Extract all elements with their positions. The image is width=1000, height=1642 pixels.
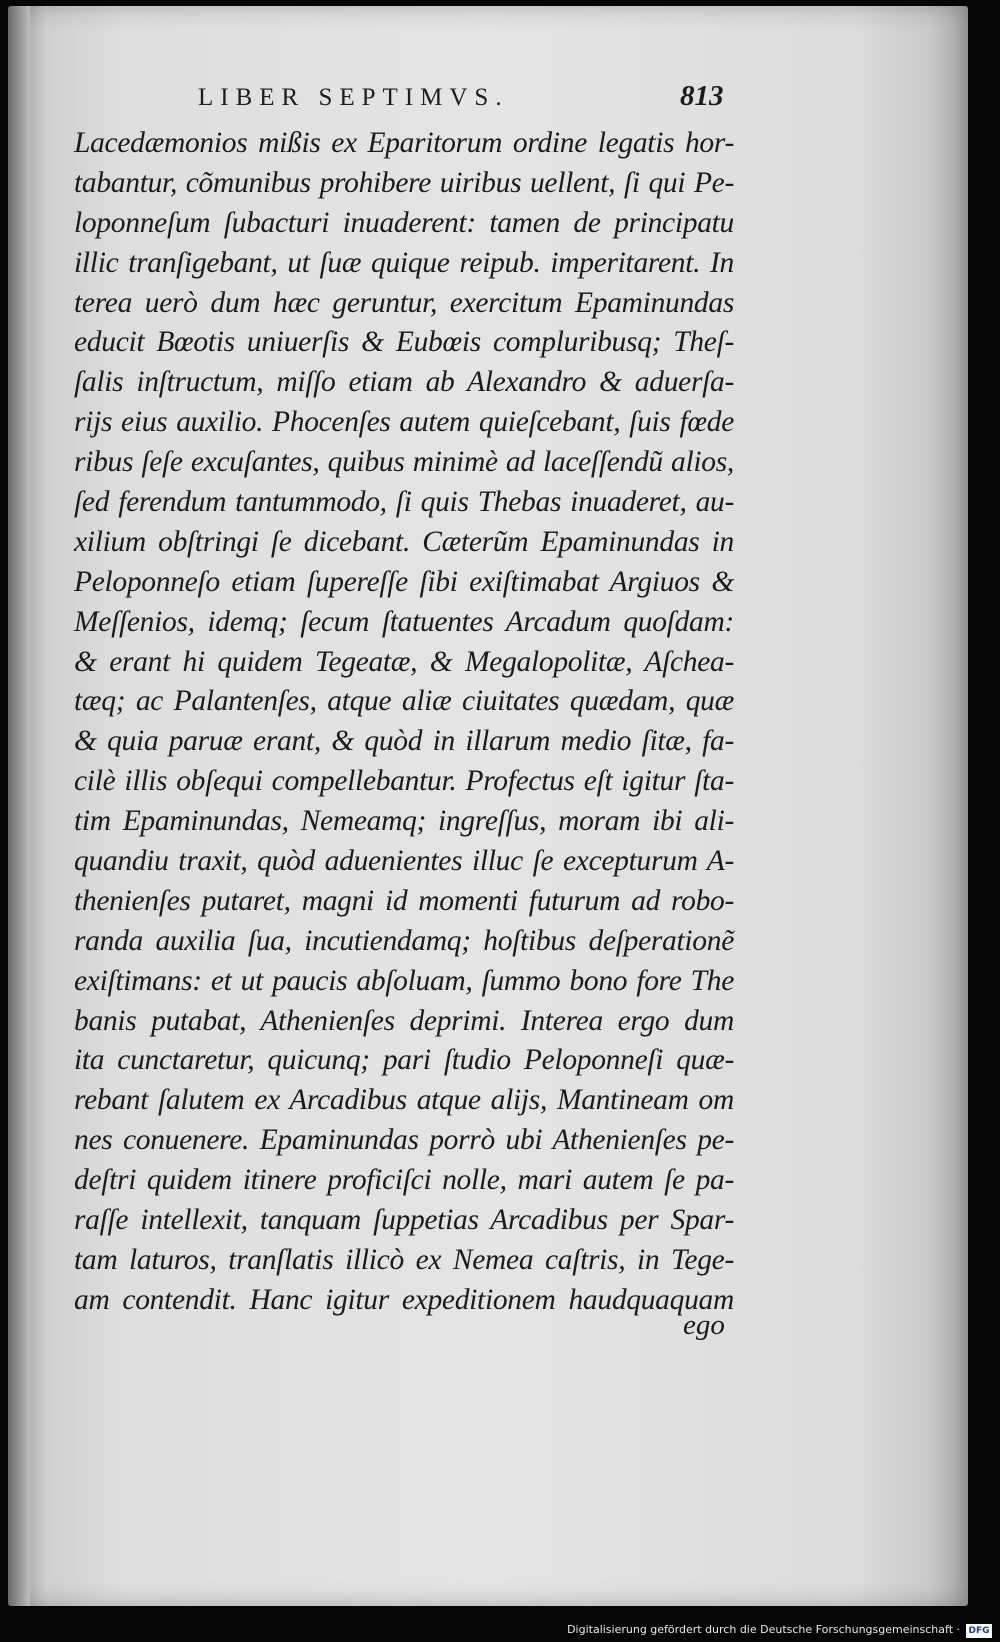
text-line: tæq; ac Palantenſes, atque aliæ ciuitates quædam, quæ [74, 685, 734, 718]
text-line: loponneſum ſubacturi inuaderent: tamen de principatu [74, 206, 734, 239]
text-line: cilè illis obſequi compellebantur. Profectus eſt igitur ſta- [74, 765, 734, 798]
text-line: deſtri quidem itinere proficiſci nolle, mari autem ſe pa- [74, 1164, 734, 1197]
book-page [8, 6, 968, 1606]
text-line: terea uerò dum hæc geruntur, exercitum Epaminundas [74, 286, 734, 319]
text-line: thenienſes putaret, magni id momenti futurum ad robo- [74, 884, 734, 917]
text-line: rijs eius auxilio. Phocenſes autem quieſcebant, ſuis fœde [74, 406, 734, 439]
text-line: raſſe intellexit, tanquam ſuppetias Arcadibus per Spar- [74, 1204, 734, 1237]
text-line: tam laturos, tranſlatis illicò ex Nemea caſtris, in Tege- [74, 1243, 734, 1276]
text-line: & erant hi quidem Tegeatæ, & Megalopolitæ, Aſchea- [74, 645, 734, 678]
text-line: educit Bœotis uniuerſis & Eubœis compluribusq; Theſ- [74, 326, 734, 359]
text-line: Meſſenios, idemq; ſecum ſtatuentes Arcadum quoſdam: [74, 605, 734, 638]
text-line: banis putabat, Athenienſes deprimi. Interea ergo dum [74, 1004, 734, 1037]
text-line: ita cunctaretur, quicunq; pari ſtudio Peloponneſi quæ- [74, 1044, 734, 1077]
text-line: ſalis inſtructum, miſſo etiam ab Alexandro & aduerſa- [74, 366, 734, 399]
text-line: am contendit. Hanc igitur expeditionem haudquaquam [74, 1283, 734, 1316]
page-gutter-shadow [8, 6, 30, 1606]
text-line: ribus ſeſe excuſantes, quibus minimè ad laceſſendũ alios, [74, 446, 734, 479]
text-line: ſed ferendum tantummodo, ſi quis Thebas inuaderet, au- [74, 486, 734, 519]
text-line: tim Epaminundas, Nemeamq; ingreſſus, moram ibi ali- [74, 805, 734, 838]
digitization-credit: Digitalisierung gefördert durch die Deutsche Forschungsgemeinschaft · [567, 1623, 960, 1636]
body-text [74, 124, 734, 1321]
text-line: rebant ſalutem ex Arcadibus atque alijs, Mantineam om [74, 1084, 734, 1117]
text-line: Lacedæmonios mißis ex Eparitorum ordine legatis hor- [74, 127, 734, 159]
text-line: xilium obſtringi ſe dicebant. Cæterũm Epaminundas in [74, 525, 734, 558]
text-line: & quia paruæ erant, & quòd in illarum medio ſitæ, fa- [74, 725, 734, 758]
text-line: illic tranſigebant, ut ſuæ quique reipub. imperitarent. In [74, 246, 734, 279]
text-line: tabantur, cõmunibus prohibere uiribus uellent, ſi qui Pe- [74, 166, 734, 199]
dfg-logo: DFG [966, 1624, 992, 1638]
text-line: Peloponneſo etiam ſupereſſe ſibi exiſtimabat Argiuos & [74, 565, 734, 598]
catchword: ego [683, 1309, 725, 1341]
text-line: nes conuenere. Epaminundas porrò ubi Athenienſes pe- [74, 1124, 734, 1157]
running-head: LIBER SEPTIMVS. [198, 84, 509, 111]
page-number: 813 [680, 80, 724, 112]
text-line: quandiu traxit, quòd aduenientes illuc ſe excepturum A- [74, 845, 734, 878]
text-line: randa auxilia ſua, incutiendamq; hoſtibus deſperationẽ [74, 924, 734, 957]
text-line: exiſtimans: et ut paucis abſoluam, ſummo bono fore The [74, 964, 734, 997]
